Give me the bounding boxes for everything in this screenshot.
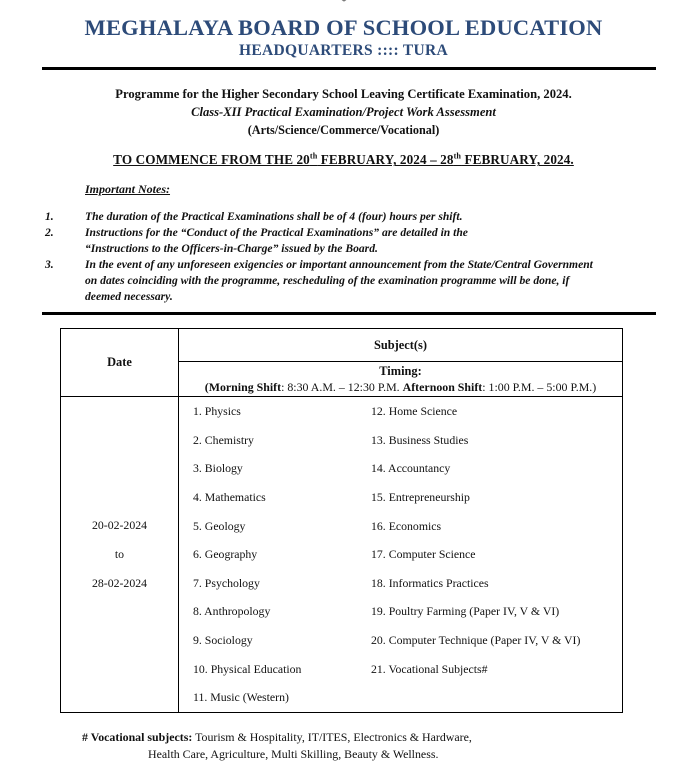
- subject-column-right: [365, 397, 622, 712]
- commencement-statement: [0, 152, 687, 168]
- note-item: [45, 225, 663, 257]
- timing-open-paren-and-morning-label: [205, 380, 281, 394]
- list-item: 8. Anthropology: [193, 604, 271, 619]
- list-item: 18. Informatics Practices: [371, 575, 489, 590]
- subject-column-left: [179, 397, 365, 712]
- note-number: 1.: [45, 210, 54, 224]
- table-header-subjects: Subject(s): [179, 329, 623, 362]
- date-start: 20-02-2024: [91, 518, 148, 533]
- list-item: 5. Geology: [193, 518, 246, 533]
- list-item: 9. Sociology: [193, 633, 253, 648]
- note-text-continuation: “Instructions to the Officers-in-Charge” issued by the Board.: [85, 242, 378, 256]
- timing-label: Timing:: [379, 364, 422, 379]
- programme-title-line-2: Class-XII Practical Examination/Project Work Assessment: [191, 105, 496, 120]
- list-item: 11. Music (Western): [193, 690, 289, 705]
- board-headquarters: HEADQUARTERS :::: TURA: [238, 42, 448, 60]
- commence-ordinal-first: th: [309, 151, 318, 161]
- timing-morning-value: : 8:30 A.M. – 12:30 P.M.: [281, 379, 403, 394]
- list-item: 20. Computer Technique (Paper IV, V & VI): [371, 633, 581, 648]
- date-connector: to: [114, 547, 125, 562]
- footnote-label: # Vocational subjects:: [82, 729, 193, 744]
- schedule-table: [60, 328, 623, 713]
- timing-afternoon-value: : 1:00 P.M. – 5:00 P.M.): [482, 379, 597, 394]
- note-text-continuation-2: deemed necessary.: [85, 290, 173, 304]
- list-item: 3. Biology: [193, 461, 243, 476]
- note-text-line: Instructions for the “Conduct of the Practical Examinations” are detailed in the: [85, 226, 468, 240]
- commence-suffix: FEBRUARY, 2024.: [461, 152, 574, 168]
- note-text-line: The duration of the Practical Examinations shall be of 4 (four) hours per shift.: [85, 210, 463, 224]
- schedule-table-container: [60, 328, 622, 713]
- important-notes-section: [0, 182, 687, 305]
- header-divider-rule: [42, 67, 656, 70]
- table-header-date: Date: [61, 329, 179, 397]
- title-block: [0, 85, 687, 168]
- meghalaya-board-emblem-icon: [301, 0, 387, 14]
- list-item: 12. Home Science: [371, 404, 458, 419]
- timing-morning-label: Morning Shift: [208, 379, 282, 394]
- list-item: 14. Accountancy: [371, 461, 451, 476]
- emblem-container: [0, 0, 687, 14]
- list-item: 17. Computer Science: [371, 547, 476, 562]
- note-text-line: In the event of any unforeseen exigencies or important announcement from the State/Central Government: [85, 258, 593, 272]
- note-number: 3.: [45, 258, 54, 272]
- table-row: [61, 397, 623, 713]
- note-item: [45, 257, 663, 305]
- letterhead: [0, 0, 687, 60]
- list-item: 7. Psychology: [193, 575, 260, 590]
- commence-prefix: TO COMMENCE FROM THE 20: [113, 152, 310, 168]
- important-notes-heading: Important Notes:: [85, 182, 171, 197]
- list-item: 2. Chemistry: [193, 432, 254, 447]
- cell-subjects: [179, 397, 623, 713]
- list-item: 10. Physical Education: [193, 661, 302, 676]
- list-item: 15. Entrepreneurship: [371, 490, 470, 505]
- list-item: 16. Economics: [371, 518, 442, 533]
- timing-detail: [179, 380, 622, 395]
- note-text-continuation: on dates coinciding with the programme, rescheduling of the examination programme will be done, if: [85, 274, 570, 288]
- cell-date-range: [61, 397, 179, 713]
- programme-title-line-3: (Arts/Science/Commerce/Vocational): [247, 122, 440, 137]
- programme-title-line-1: Programme for the Higher Secondary School Leaving Certificate Examination, 2024.: [115, 87, 572, 102]
- timing-afternoon-label: Afternoon Shift: [402, 379, 483, 394]
- footnote-line-2: Health Care, Agriculture, Multi Skilling, Beauty & Wellness.: [148, 747, 439, 762]
- note-item: [45, 209, 663, 225]
- note-text: [85, 209, 663, 225]
- list-item: 4. Mathematics: [193, 490, 266, 505]
- footnote-line-1: Tourism & Hospitality, IT/ITES, Electronics & Hardware,: [192, 729, 472, 744]
- date-end: 28-02-2024: [91, 575, 148, 590]
- table-header-timing: [179, 362, 623, 397]
- list-item: 21. Vocational Subjects#: [371, 661, 488, 676]
- note-number: 2.: [45, 226, 54, 240]
- board-name: MEGHALAYA BOARD OF SCHOOL EDUCATION: [84, 15, 603, 40]
- table-header-row-subjects: [61, 329, 623, 362]
- subject-columns: [179, 397, 622, 712]
- vocational-subjects-footnote: [82, 729, 687, 763]
- timing-open-paren: (: [204, 379, 209, 394]
- list-item: 13. Business Studies: [371, 432, 469, 447]
- list-item: 1. Physics: [193, 404, 241, 419]
- commence-ordinal-second: th: [453, 151, 462, 161]
- notes-divider-rule: [42, 312, 656, 315]
- list-item: 6. Geography: [193, 547, 258, 562]
- list-item: 19. Poultry Farming (Paper IV, V & VI): [371, 604, 560, 619]
- commence-middle: FEBRUARY, 2024 – 28: [317, 152, 454, 168]
- note-text: [85, 257, 663, 305]
- note-text: [85, 225, 663, 257]
- important-notes-list: [45, 209, 663, 305]
